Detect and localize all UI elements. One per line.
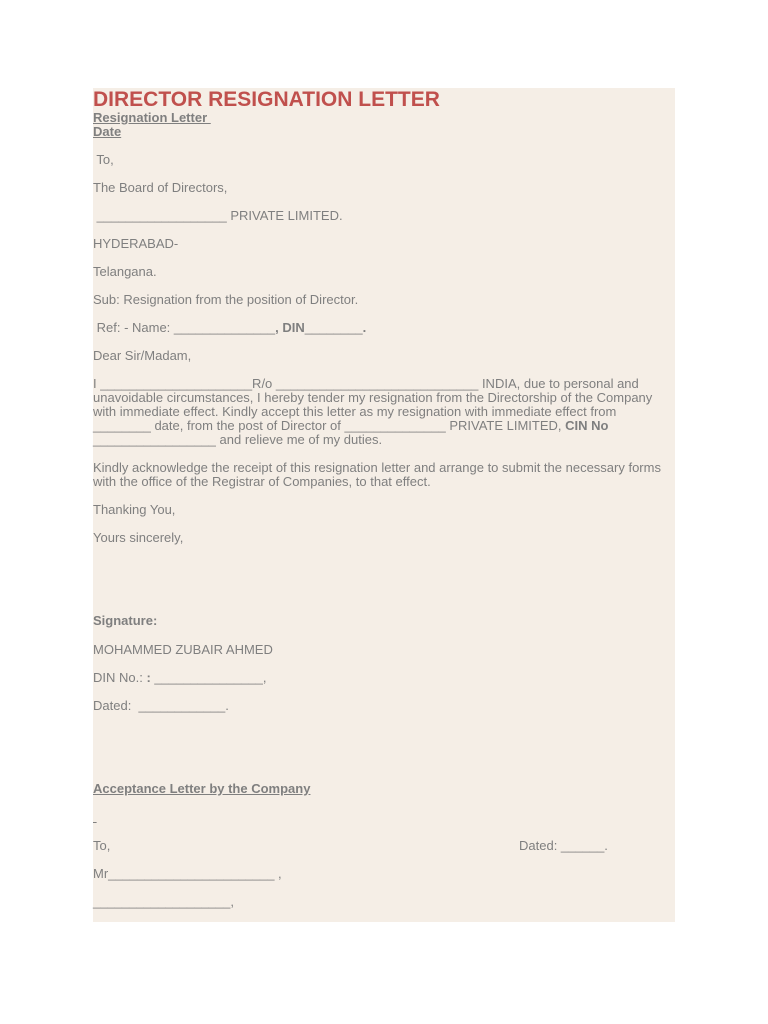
date-label: Date (93, 124, 122, 139)
resignation-letter-subtitle: Resignation Letter (93, 110, 211, 125)
ref-din-label: , DIN (275, 320, 305, 335)
letter-title: DIRECTOR RESIGNATION LETTER (93, 88, 440, 111)
city-line: HYDERABAD- (93, 236, 179, 251)
din-no-label: DIN No.: (93, 670, 147, 685)
to-line: To, (93, 152, 114, 167)
company-line: __________________ PRIVATE LIMITED. (93, 208, 343, 223)
signer-name: MOHAMMED ZUBAIR AHMED (93, 642, 273, 657)
state-line: Telangana. (93, 264, 157, 279)
body1-tail: _________________ and relieve me of my duties. (93, 432, 383, 447)
body1-text: I _____________________R/o ____________________________ INDIA, due to personal and unavoidable circumstances, I hereby tender my resignation from the Directorship of the Company with immediate effect. Kindly accept this letter as my resignation with immediate effect from ________ date, from the post of Director of ______________ PRIVATE LIMITED, (93, 376, 653, 433)
salutation: Dear Sir/Madam, (93, 348, 192, 363)
acceptance-dated: Dated: ______. (519, 838, 608, 853)
ref-name: Ref: - Name: ______________ (93, 320, 276, 335)
signature-label: Signature: (93, 613, 158, 628)
din-number-line (93, 671, 267, 685)
stray-underline-mark (93, 810, 97, 824)
body-paragraph-1 (93, 377, 677, 447)
acceptance-to-line: To, (93, 838, 111, 853)
reference-line (93, 321, 366, 335)
ref-din-blank: ________ (304, 320, 363, 335)
thanks-line: Thanking You, (93, 502, 176, 517)
acceptance-heading: Acceptance Letter by the Company (93, 781, 311, 796)
subject-line: Sub: Resignation from the position of Director. (93, 292, 359, 307)
ref-end: . (362, 320, 367, 335)
closing-line: Yours sincerely, (93, 530, 184, 545)
cin-label: CIN No (565, 418, 609, 433)
board-line: The Board of Directors, (93, 180, 228, 195)
din-no-blank: _______________, (150, 670, 267, 685)
body-paragraph-2: Kindly acknowledge the receipt of this resignation letter and arrange to submit the necessary forms with the office of the Registrar of Companies, to that effect. (93, 460, 661, 489)
acceptance-mr-line: Mr_______________________ , (93, 866, 282, 881)
dated-line: Dated: ____________. (93, 698, 229, 713)
din-no-colon: : (146, 670, 151, 685)
acceptance-blank-line: ___________________, (93, 894, 234, 909)
